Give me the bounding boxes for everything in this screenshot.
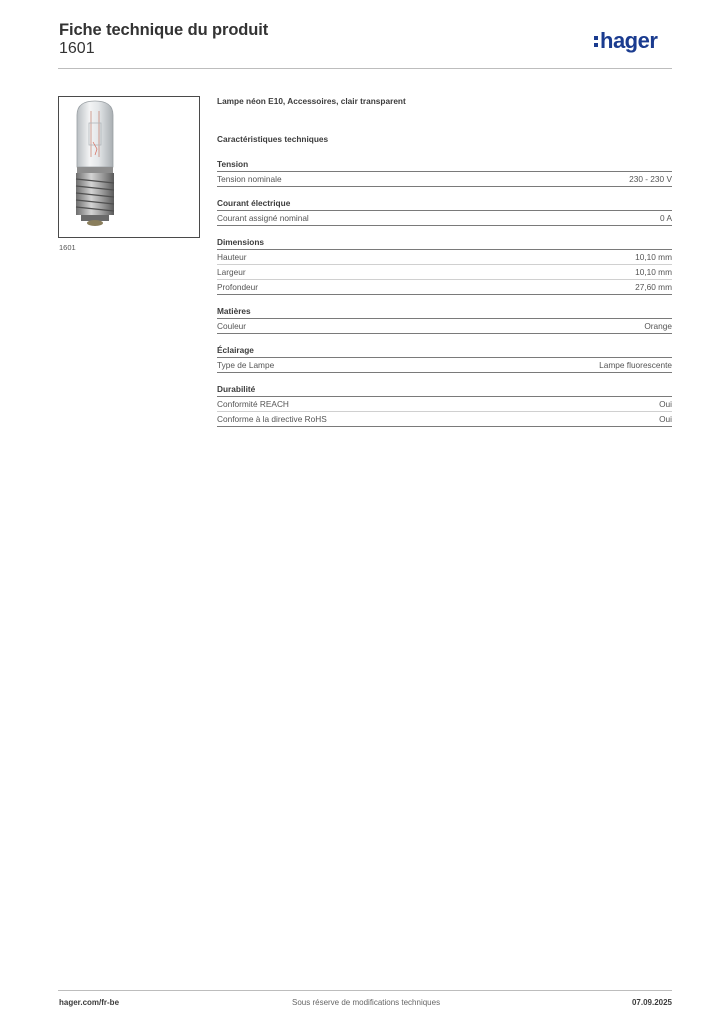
spec-value: 10,10 mm [635,252,672,262]
spec-row [217,250,672,265]
spec-label: Conformité REACH [217,399,289,409]
footer-notice: Sous réserve de modifications techniques [292,998,441,1007]
spec-value: 0 A [660,213,672,223]
spec-row [217,412,672,427]
spec-label: Hauteur [217,252,247,262]
spec-label: Largeur [217,267,246,277]
hager-logo [592,27,676,59]
spec-row [217,280,672,295]
spec-group-title: Durabilité [217,383,672,397]
spec-value: Orange [644,321,672,331]
spec-group-matieres [217,305,672,334]
product-image [58,96,200,238]
spec-label: Tension nominale [217,174,282,184]
spec-row [217,358,672,373]
spec-label: Conforme à la directive RoHS [217,414,327,424]
spec-row [217,319,672,334]
spec-group-title: Éclairage [217,344,672,358]
product-description: Lampe néon E10, Accessoires, clair transparent [217,96,406,106]
spec-content [217,96,672,437]
product-reference: 1601 [59,40,95,57]
spec-group-durabilite [217,383,672,427]
spec-group-courant [217,197,672,226]
spec-row [217,172,672,187]
spec-group-title: Dimensions [217,236,672,250]
spec-value: Lampe fluorescente [599,360,672,370]
spec-label: Courant assigné nominal [217,213,309,223]
spec-value: 230 - 230 V [629,174,672,184]
spec-group-title: Courant électrique [217,197,672,211]
spec-group-title: Matières [217,305,672,319]
spec-value: Oui [659,399,672,409]
footer-divider [58,990,672,991]
spec-group-title: Tension [217,158,672,172]
spec-group-dimensions [217,236,672,295]
spec-label: Couleur [217,321,247,331]
spec-row [217,265,672,280]
spec-group-eclairage [217,344,672,373]
spec-value: Oui [659,414,672,424]
spec-row [217,397,672,412]
spec-value: 27,60 mm [635,282,672,292]
spec-value: 10,10 mm [635,267,672,277]
spec-label: Profondeur [217,282,259,292]
image-caption: 1601 [59,243,76,252]
footer-date: 07.09.2025 [631,998,672,1007]
header-divider [58,68,672,69]
specs-heading: Caractéristiques techniques [217,134,329,144]
hager-logo-text: hager [600,28,658,53]
page-title: Fiche technique du produit [59,21,269,39]
spec-row [217,211,672,226]
footer-website-link[interactable]: hager.com/fr-be [59,998,120,1007]
spec-group-tension [217,158,672,187]
spec-label: Type de Lampe [217,360,275,370]
